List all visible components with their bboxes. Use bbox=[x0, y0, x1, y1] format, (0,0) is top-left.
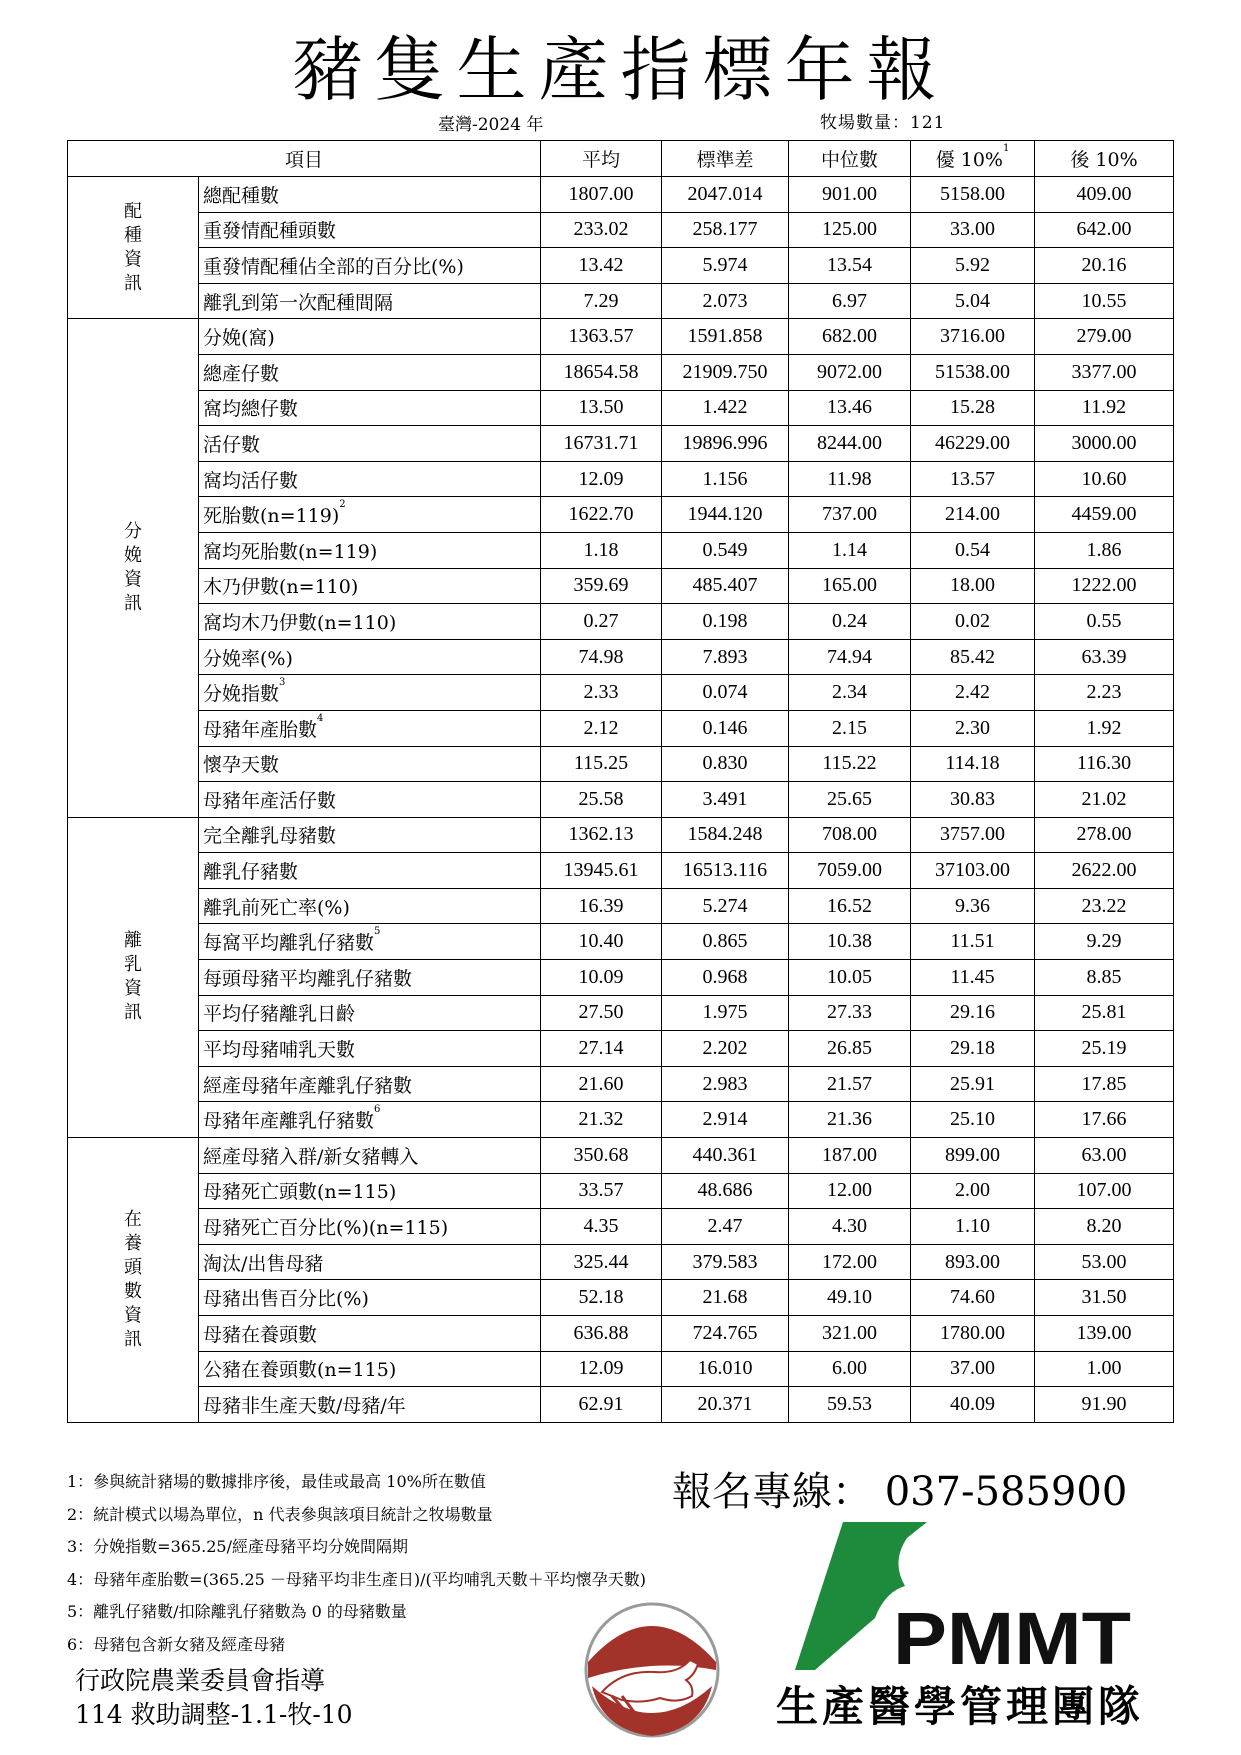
cell-top10: 899.00 bbox=[911, 1138, 1035, 1174]
cell-bottom10: 1.86 bbox=[1035, 532, 1174, 568]
cell-mean: 1807.00 bbox=[541, 177, 662, 213]
registration-hotline: 報名專線： 037-585900 bbox=[672, 1469, 1128, 1515]
team-name: 生產醫學管理團隊 bbox=[776, 1682, 1145, 1731]
cell-bottom10: 278.00 bbox=[1035, 817, 1174, 853]
cell-sd: 48.686 bbox=[662, 1173, 789, 1209]
cell-top10: 29.18 bbox=[911, 1031, 1035, 1067]
table-row bbox=[68, 426, 1174, 462]
cell-mean: 1622.70 bbox=[541, 497, 662, 533]
header-item: 項目 bbox=[68, 141, 541, 177]
row-label: 離乳仔豬數 bbox=[199, 853, 541, 889]
cell-top10: 0.54 bbox=[911, 532, 1035, 568]
row-label: 母豬年產活仔數 bbox=[199, 782, 541, 818]
cell-bottom10: 10.55 bbox=[1035, 283, 1174, 319]
cell-top10: 11.45 bbox=[911, 960, 1035, 996]
cell-sd: 1.975 bbox=[662, 995, 789, 1031]
cell-sd: 258.177 bbox=[662, 212, 789, 248]
cell-top10: 33.00 bbox=[911, 212, 1035, 248]
cell-top10: 85.42 bbox=[911, 639, 1035, 675]
cell-top10: 1.10 bbox=[911, 1209, 1035, 1245]
cell-bottom10: 63.39 bbox=[1035, 639, 1174, 675]
table-row bbox=[68, 1173, 1174, 1209]
cell-median: 12.00 bbox=[789, 1173, 911, 1209]
row-label: 窩均總仔數 bbox=[199, 390, 541, 426]
cell-bottom10: 21.02 bbox=[1035, 782, 1174, 818]
guidance-code: 114 救助調整-1.1-牧-10 bbox=[75, 1700, 353, 1729]
cell-top10: 15.28 bbox=[911, 390, 1035, 426]
row-label: 離乳到第一次配種間隔 bbox=[199, 283, 541, 319]
cell-median: 16.52 bbox=[789, 888, 911, 924]
cell-bottom10: 279.00 bbox=[1035, 319, 1174, 355]
row-label: 完全離乳母豬數 bbox=[199, 817, 541, 853]
cell-bottom10: 2622.00 bbox=[1035, 853, 1174, 889]
cell-top10: 2.30 bbox=[911, 710, 1035, 746]
table-row bbox=[68, 675, 1174, 711]
cell-top10: 46229.00 bbox=[911, 426, 1035, 462]
cell-top10: 5.04 bbox=[911, 283, 1035, 319]
cell-top10: 37.00 bbox=[911, 1351, 1035, 1387]
row-label: 活仔數 bbox=[199, 426, 541, 462]
table-row bbox=[68, 1102, 1174, 1138]
footnote-1: 1：參與統計豬場的數據排序後，最佳或最高 10%所在數值 bbox=[67, 1472, 486, 1491]
cell-mean: 13945.61 bbox=[541, 853, 662, 889]
cell-sd: 2.983 bbox=[662, 1066, 789, 1102]
cell-median: 0.24 bbox=[789, 604, 911, 640]
cell-top10: 1780.00 bbox=[911, 1316, 1035, 1352]
cell-top10: 13.57 bbox=[911, 461, 1035, 497]
table-row bbox=[68, 248, 1174, 284]
cell-mean: 21.60 bbox=[541, 1066, 662, 1102]
table-row bbox=[68, 1066, 1174, 1102]
pmmt-logo bbox=[795, 1522, 1135, 1670]
cell-bottom10: 107.00 bbox=[1035, 1173, 1174, 1209]
cell-median: 59.53 bbox=[789, 1387, 911, 1423]
cell-sd: 5.274 bbox=[662, 888, 789, 924]
table-row bbox=[68, 283, 1174, 319]
cell-mean: 10.40 bbox=[541, 924, 662, 960]
cell-sd: 1584.248 bbox=[662, 817, 789, 853]
guidance-agency: 行政院農業委員會指導 bbox=[75, 1666, 326, 1695]
row-label: 總配種數 bbox=[199, 177, 541, 213]
cell-sd: 20.371 bbox=[662, 1387, 789, 1423]
cell-mean: 12.09 bbox=[541, 1351, 662, 1387]
cell-median: 321.00 bbox=[789, 1316, 911, 1352]
cell-mean: 18654.58 bbox=[541, 354, 662, 390]
table-row bbox=[68, 568, 1174, 604]
cell-mean: 0.27 bbox=[541, 604, 662, 640]
cell-sd: 724.765 bbox=[662, 1316, 789, 1352]
cell-median: 74.94 bbox=[789, 639, 911, 675]
cell-top10: 29.16 bbox=[911, 995, 1035, 1031]
cell-top10: 114.18 bbox=[911, 746, 1035, 782]
table-row bbox=[68, 604, 1174, 640]
row-label: 母豬非生產天數/母豬/年 bbox=[199, 1387, 541, 1423]
cell-sd: 2.202 bbox=[662, 1031, 789, 1067]
page-title: 豬隻生產指標年報 bbox=[292, 29, 949, 111]
cell-median: 26.85 bbox=[789, 1031, 911, 1067]
cell-bottom10: 1.92 bbox=[1035, 710, 1174, 746]
pig-logo-icon bbox=[582, 1600, 722, 1740]
cell-mean: 1.18 bbox=[541, 532, 662, 568]
table-row bbox=[68, 1138, 1174, 1174]
table-body bbox=[68, 177, 1174, 1423]
cell-mean: 359.69 bbox=[541, 568, 662, 604]
cell-top10: 51538.00 bbox=[911, 354, 1035, 390]
cell-sd: 2047.014 bbox=[662, 177, 789, 213]
table-row bbox=[68, 782, 1174, 818]
header-median: 中位數 bbox=[789, 141, 911, 177]
cell-top10: 3757.00 bbox=[911, 817, 1035, 853]
header-mean: 平均 bbox=[541, 141, 662, 177]
row-label: 每頭母豬平均離乳仔豬數 bbox=[199, 960, 541, 996]
row-label: 分娩率(%) bbox=[199, 639, 541, 675]
row-label: 母豬年產胎數$^4$ bbox=[199, 710, 541, 746]
cell-median: 10.38 bbox=[789, 924, 911, 960]
footnote-4: 4：母豬年產胎數=(365.25 －母豬平均非生產日)/(平均哺乳天數＋平均懷孕天數) bbox=[67, 1569, 647, 1589]
cell-bottom10: 91.90 bbox=[1035, 1387, 1174, 1423]
table-row bbox=[68, 1351, 1174, 1387]
cell-bottom10: 20.16 bbox=[1035, 248, 1174, 284]
footnote-5: 5：離乳仔豬數/扣除離乳仔豬數為 0 的母豬數量 bbox=[67, 1602, 407, 1621]
group-label: 離乳資訊 bbox=[68, 817, 199, 1137]
cell-bottom10: 642.00 bbox=[1035, 212, 1174, 248]
row-label: 母豬年產離乳仔豬數$^6$ bbox=[199, 1102, 541, 1138]
cell-median: 172.00 bbox=[789, 1244, 911, 1280]
cell-bottom10: 8.85 bbox=[1035, 960, 1174, 996]
cell-mean: 636.88 bbox=[541, 1316, 662, 1352]
row-label: 重發情配種頭數 bbox=[199, 212, 541, 248]
cell-top10: 40.09 bbox=[911, 1387, 1035, 1423]
row-label: 木乃伊數(n=110) bbox=[199, 568, 541, 604]
cell-sd: 21909.750 bbox=[662, 354, 789, 390]
pmmt-brand-text: PMMT bbox=[893, 1597, 1131, 1670]
cell-mean: 52.18 bbox=[541, 1280, 662, 1316]
cell-bottom10: 1222.00 bbox=[1035, 568, 1174, 604]
cell-bottom10: 10.60 bbox=[1035, 461, 1174, 497]
cell-bottom10: 3377.00 bbox=[1035, 354, 1174, 390]
footnote-6: 6：母豬包含新女豬及經產母豬 bbox=[67, 1634, 286, 1654]
cell-mean: 21.32 bbox=[541, 1102, 662, 1138]
cell-top10: 5158.00 bbox=[911, 177, 1035, 213]
cell-top10: 3716.00 bbox=[911, 319, 1035, 355]
cell-sd: 1.156 bbox=[662, 461, 789, 497]
table-row bbox=[68, 1244, 1174, 1280]
cell-median: 13.46 bbox=[789, 390, 911, 426]
cell-mean: 62.91 bbox=[541, 1387, 662, 1423]
cell-top10: 18.00 bbox=[911, 568, 1035, 604]
cell-mean: 1363.57 bbox=[541, 319, 662, 355]
row-label: 重發情配種佔全部的百分比(%) bbox=[199, 248, 541, 284]
row-label: 母豬在養頭數 bbox=[199, 1316, 541, 1352]
row-label: 窩均活仔數 bbox=[199, 461, 541, 497]
cell-top10: 30.83 bbox=[911, 782, 1035, 818]
row-label: 離乳前死亡率(%) bbox=[199, 888, 541, 924]
cell-bottom10: 0.55 bbox=[1035, 604, 1174, 640]
table-row bbox=[68, 853, 1174, 889]
cell-bottom10: 17.66 bbox=[1035, 1102, 1174, 1138]
table-row bbox=[68, 390, 1174, 426]
cell-sd: 16513.116 bbox=[662, 853, 789, 889]
cell-median: 11.98 bbox=[789, 461, 911, 497]
cell-bottom10: 2.23 bbox=[1035, 675, 1174, 711]
cell-median: 4.30 bbox=[789, 1209, 911, 1245]
cell-top10: 0.02 bbox=[911, 604, 1035, 640]
cell-median: 10.05 bbox=[789, 960, 911, 996]
cell-sd: 485.407 bbox=[662, 568, 789, 604]
cell-sd: 2.073 bbox=[662, 283, 789, 319]
group-label: 在養頭數資訊 bbox=[68, 1138, 199, 1423]
row-label: 死胎數(n=119)$^2$ bbox=[199, 497, 541, 533]
cell-top10: 2.42 bbox=[911, 675, 1035, 711]
cell-bottom10: 53.00 bbox=[1035, 1244, 1174, 1280]
row-label: 分娩指數$^3$ bbox=[199, 675, 541, 711]
row-label: 母豬出售百分比(%) bbox=[199, 1280, 541, 1316]
cell-mean: 2.33 bbox=[541, 675, 662, 711]
cell-mean: 13.42 bbox=[541, 248, 662, 284]
header-sd: 標準差 bbox=[662, 141, 789, 177]
cell-sd: 0.549 bbox=[662, 532, 789, 568]
row-label: 淘汰/出售母豬 bbox=[199, 1244, 541, 1280]
cell-top10: 2.00 bbox=[911, 1173, 1035, 1209]
cell-top10: 25.10 bbox=[911, 1102, 1035, 1138]
cell-mean: 12.09 bbox=[541, 461, 662, 497]
cell-median: 737.00 bbox=[789, 497, 911, 533]
cell-median: 2.34 bbox=[789, 675, 911, 711]
cell-median: 115.22 bbox=[789, 746, 911, 782]
footnote-3: 3：分娩指數=365.25/經產母豬平均分娩間隔期 bbox=[67, 1537, 408, 1556]
row-label: 經產母豬年產離乳仔豬數 bbox=[199, 1066, 541, 1102]
table-row bbox=[68, 817, 1174, 853]
cell-mean: 350.68 bbox=[541, 1138, 662, 1174]
table-row bbox=[68, 924, 1174, 960]
cell-sd: 5.974 bbox=[662, 248, 789, 284]
cell-bottom10: 4459.00 bbox=[1035, 497, 1174, 533]
row-label: 總產仔數 bbox=[199, 354, 541, 390]
cell-sd: 19896.996 bbox=[662, 426, 789, 462]
cell-sd: 3.491 bbox=[662, 782, 789, 818]
cell-mean: 13.50 bbox=[541, 390, 662, 426]
cell-bottom10: 25.81 bbox=[1035, 995, 1174, 1031]
cell-bottom10: 31.50 bbox=[1035, 1280, 1174, 1316]
table-row bbox=[68, 1209, 1174, 1245]
table-row bbox=[68, 177, 1174, 213]
cell-mean: 233.02 bbox=[541, 212, 662, 248]
cell-sd: 2.914 bbox=[662, 1102, 789, 1138]
cell-median: 6.00 bbox=[789, 1351, 911, 1387]
table-row bbox=[68, 354, 1174, 390]
table-row bbox=[68, 1031, 1174, 1067]
cell-median: 901.00 bbox=[789, 177, 911, 213]
row-label: 窩均死胎數(n=119) bbox=[199, 532, 541, 568]
cell-median: 187.00 bbox=[789, 1138, 911, 1174]
cell-bottom10: 116.30 bbox=[1035, 746, 1174, 782]
cell-median: 21.36 bbox=[789, 1102, 911, 1138]
cell-top10: 11.51 bbox=[911, 924, 1035, 960]
cell-bottom10: 3000.00 bbox=[1035, 426, 1174, 462]
region-year: 臺灣-2024 年 bbox=[438, 115, 544, 135]
table-row bbox=[68, 461, 1174, 497]
cell-median: 125.00 bbox=[789, 212, 911, 248]
row-label: 經產母豬入群/新女豬轉入 bbox=[199, 1138, 541, 1174]
cell-mean: 25.58 bbox=[541, 782, 662, 818]
footnotes bbox=[67, 1466, 646, 1661]
cell-mean: 33.57 bbox=[541, 1173, 662, 1209]
cell-sd: 16.010 bbox=[662, 1351, 789, 1387]
cell-sd: 0.865 bbox=[662, 924, 789, 960]
header-top10: 優 10%$^1$ bbox=[911, 141, 1035, 177]
cell-bottom10: 11.92 bbox=[1035, 390, 1174, 426]
row-label: 懷孕天數 bbox=[199, 746, 541, 782]
cell-mean: 115.25 bbox=[541, 746, 662, 782]
table-row bbox=[68, 319, 1174, 355]
row-label: 公豬在養頭數(n=115) bbox=[199, 1351, 541, 1387]
cell-mean: 1362.13 bbox=[541, 817, 662, 853]
cell-median: 13.54 bbox=[789, 248, 911, 284]
row-label: 母豬死亡百分比(%)(n=115) bbox=[199, 1209, 541, 1245]
row-label: 分娩(窩) bbox=[199, 319, 541, 355]
cell-mean: 27.14 bbox=[541, 1031, 662, 1067]
cell-top10: 214.00 bbox=[911, 497, 1035, 533]
table-header-row bbox=[68, 141, 1174, 177]
cell-bottom10: 63.00 bbox=[1035, 1138, 1174, 1174]
cell-bottom10: 17.85 bbox=[1035, 1066, 1174, 1102]
cell-mean: 27.50 bbox=[541, 995, 662, 1031]
table-row bbox=[68, 1316, 1174, 1352]
table-row bbox=[68, 1387, 1174, 1423]
cell-median: 21.57 bbox=[789, 1066, 911, 1102]
table-row bbox=[68, 710, 1174, 746]
cell-sd: 0.198 bbox=[662, 604, 789, 640]
cell-sd: 0.074 bbox=[662, 675, 789, 711]
cell-mean: 325.44 bbox=[541, 1244, 662, 1280]
cell-median: 6.97 bbox=[789, 283, 911, 319]
cell-median: 9072.00 bbox=[789, 354, 911, 390]
table-row bbox=[68, 888, 1174, 924]
cell-sd: 379.583 bbox=[662, 1244, 789, 1280]
row-label: 窩均木乃伊數(n=110) bbox=[199, 604, 541, 640]
cell-median: 49.10 bbox=[789, 1280, 911, 1316]
cell-bottom10: 8.20 bbox=[1035, 1209, 1174, 1245]
table-row bbox=[68, 532, 1174, 568]
cell-top10: 25.91 bbox=[911, 1066, 1035, 1102]
cell-sd: 2.47 bbox=[662, 1209, 789, 1245]
cell-top10: 9.36 bbox=[911, 888, 1035, 924]
table-row bbox=[68, 960, 1174, 996]
cell-top10: 893.00 bbox=[911, 1244, 1035, 1280]
table-row bbox=[68, 639, 1174, 675]
cell-sd: 0.146 bbox=[662, 710, 789, 746]
row-label: 母豬死亡頭數(n=115) bbox=[199, 1173, 541, 1209]
group-label: 分娩資訊 bbox=[68, 319, 199, 817]
cell-mean: 4.35 bbox=[541, 1209, 662, 1245]
cell-median: 2.15 bbox=[789, 710, 911, 746]
cell-median: 25.65 bbox=[789, 782, 911, 818]
table-row bbox=[68, 212, 1174, 248]
cell-median: 27.33 bbox=[789, 995, 911, 1031]
cell-median: 708.00 bbox=[789, 817, 911, 853]
group-label: 配種資訊 bbox=[68, 177, 199, 319]
cell-sd: 0.830 bbox=[662, 746, 789, 782]
farm-count: 牧場數量：121 bbox=[820, 113, 946, 133]
table-row bbox=[68, 746, 1174, 782]
cell-mean: 2.12 bbox=[541, 710, 662, 746]
cell-median: 682.00 bbox=[789, 319, 911, 355]
cell-mean: 16731.71 bbox=[541, 426, 662, 462]
footnote-2: 2：統計模式以場為單位，n 代表參與該項目統計之牧場數量 bbox=[67, 1504, 493, 1524]
cell-sd: 7.893 bbox=[662, 639, 789, 675]
row-label: 每窩平均離乳仔豬數$^5$ bbox=[199, 924, 541, 960]
cell-top10: 74.60 bbox=[911, 1280, 1035, 1316]
cell-top10: 37103.00 bbox=[911, 853, 1035, 889]
cell-top10: 5.92 bbox=[911, 248, 1035, 284]
cell-mean: 74.98 bbox=[541, 639, 662, 675]
cell-sd: 1.422 bbox=[662, 390, 789, 426]
cell-mean: 7.29 bbox=[541, 283, 662, 319]
table-row bbox=[68, 497, 1174, 533]
cell-bottom10: 1.00 bbox=[1035, 1351, 1174, 1387]
cell-bottom10: 409.00 bbox=[1035, 177, 1174, 213]
cell-mean: 10.09 bbox=[541, 960, 662, 996]
table-row bbox=[68, 1280, 1174, 1316]
cell-median: 1.14 bbox=[789, 532, 911, 568]
indicator-table bbox=[67, 140, 1174, 1423]
cell-median: 165.00 bbox=[789, 568, 911, 604]
cell-mean: 16.39 bbox=[541, 888, 662, 924]
cell-sd: 0.968 bbox=[662, 960, 789, 996]
row-label: 平均母豬哺乳天數 bbox=[199, 1031, 541, 1067]
header-bottom10: 後 10% bbox=[1035, 141, 1174, 177]
cell-sd: 21.68 bbox=[662, 1280, 789, 1316]
cell-sd: 1944.120 bbox=[662, 497, 789, 533]
cell-sd: 1591.858 bbox=[662, 319, 789, 355]
table-row bbox=[68, 995, 1174, 1031]
cell-bottom10: 25.19 bbox=[1035, 1031, 1174, 1067]
row-label: 平均仔豬離乳日齡 bbox=[199, 995, 541, 1031]
cell-median: 8244.00 bbox=[789, 426, 911, 462]
cell-bottom10: 139.00 bbox=[1035, 1316, 1174, 1352]
guidance-block bbox=[75, 1664, 353, 1732]
cell-bottom10: 23.22 bbox=[1035, 888, 1174, 924]
cell-sd: 440.361 bbox=[662, 1138, 789, 1174]
cell-median: 7059.00 bbox=[789, 853, 911, 889]
cell-bottom10: 9.29 bbox=[1035, 924, 1174, 960]
